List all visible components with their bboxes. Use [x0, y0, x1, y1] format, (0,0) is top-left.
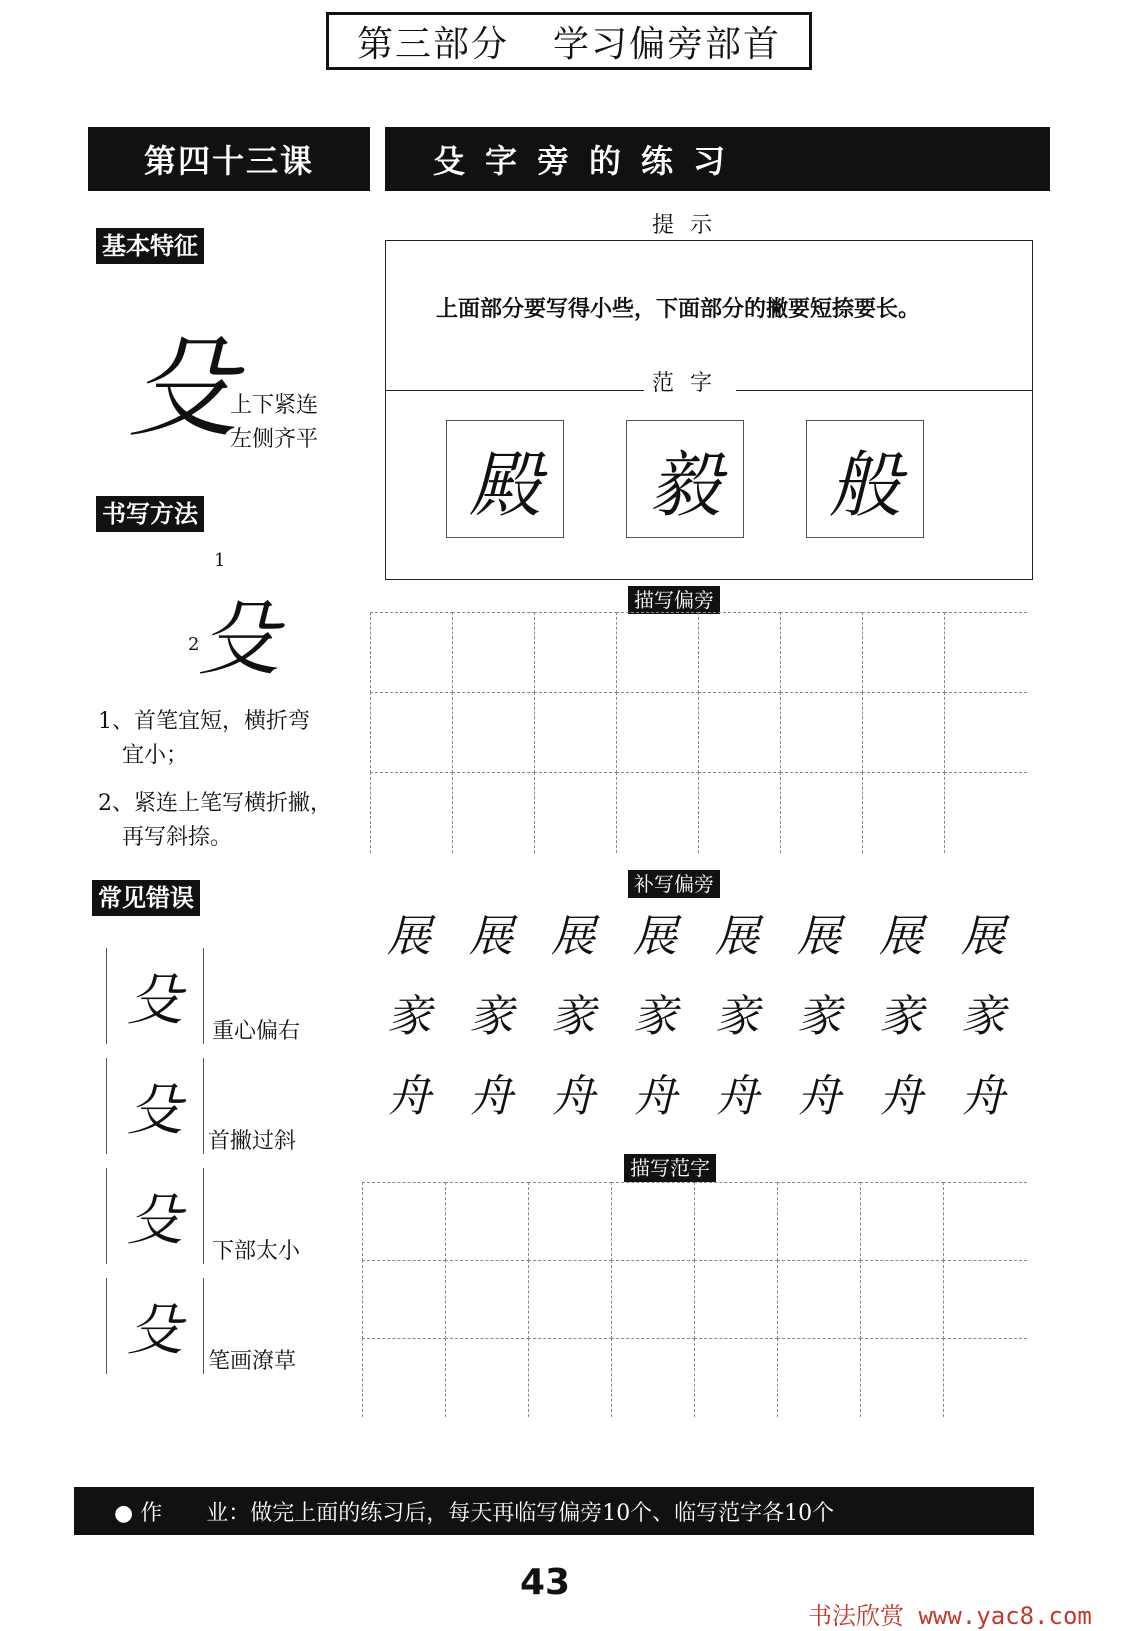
partial-radical-glyph: 展	[633, 911, 677, 962]
partial-radical-glyph: 豙	[633, 991, 677, 1042]
practice-cell	[362, 1182, 446, 1261]
practice-cell	[452, 612, 535, 693]
part-topic: 学习偏旁部首	[553, 23, 782, 65]
partial-radical-glyph: 展	[797, 911, 841, 962]
partial-radical-glyph: 豙	[879, 991, 923, 1042]
practice-cell	[777, 1182, 861, 1261]
method-step-2b: 再写斜捺。	[122, 825, 233, 850]
practice-cell	[528, 1182, 612, 1261]
practice-cell	[370, 692, 453, 773]
practice-cell	[944, 772, 1027, 853]
part-header	[326, 12, 812, 70]
practice-cell	[780, 612, 863, 693]
partial-radical-glyph: 豙	[797, 991, 841, 1042]
practice-cell	[370, 612, 453, 693]
practice-cell	[694, 1260, 778, 1339]
practice-cell	[445, 1260, 529, 1339]
partial-radical-glyph: 舟	[633, 1071, 677, 1122]
basic-features-label: 基本特征	[96, 228, 204, 264]
practice-cell	[611, 1182, 695, 1261]
practice-cell	[862, 692, 945, 773]
practice-cell	[860, 1260, 944, 1339]
error-glyph-2: 殳	[106, 1058, 204, 1154]
method-step-2: 2、紧连上笔写横折撇，	[98, 791, 332, 816]
practice-cell	[362, 1338, 446, 1417]
practice-cell	[943, 1260, 1027, 1339]
practice-cell	[452, 772, 535, 853]
practice-cell	[777, 1260, 861, 1339]
error-glyph-1: 殳	[106, 948, 204, 1044]
writing-method-label: 书写方法	[96, 496, 204, 532]
trace-character-grid	[362, 1182, 1030, 1422]
basic-note-2: 左侧齐平	[230, 427, 319, 452]
partial-radical-glyph: 舟	[797, 1071, 841, 1122]
homework-bar: ● 作 业：做完上面的练习后，每天再临写偏旁10个、临写范字各10个	[74, 1487, 1034, 1535]
practice-cell	[698, 612, 781, 693]
practice-cell	[445, 1338, 529, 1417]
practice-cell	[534, 692, 617, 773]
error-note-1: 重心偏右	[212, 1019, 301, 1044]
partial-radical-glyph: 豙	[715, 991, 759, 1042]
practice-cell	[943, 1182, 1027, 1261]
method-step-1b: 宜小；	[122, 743, 189, 768]
radical-glyph: 殳	[128, 324, 238, 452]
sample-char-3: 般	[806, 420, 924, 538]
partial-radical-glyph: 舟	[715, 1071, 759, 1122]
practice-cell	[611, 1260, 695, 1339]
practice-cell	[528, 1260, 612, 1339]
practice-cell	[616, 612, 699, 693]
complete-radical-grid	[370, 900, 1030, 1140]
practice-cell	[862, 772, 945, 853]
error-glyph-3: 殳	[106, 1168, 204, 1264]
common-errors-label: 常见错误	[92, 880, 200, 916]
practice-cell	[862, 612, 945, 693]
partial-radical-glyph: 舟	[961, 1071, 1005, 1122]
page-number: 43	[520, 1562, 571, 1603]
practice-cell	[611, 1338, 695, 1417]
practice-cell	[370, 772, 453, 853]
trace-character-tag: 描写范字	[624, 1154, 716, 1182]
trace-radical-grid	[370, 612, 1030, 862]
partial-radical-glyph: 展	[551, 911, 595, 962]
stroke-number-1: 1	[214, 550, 226, 571]
part-label: 第三部分	[356, 23, 509, 65]
lesson-number: 第四十三课	[88, 127, 370, 191]
practice-cell	[780, 692, 863, 773]
practice-cell	[944, 612, 1027, 693]
error-note-2: 首撇过斜	[208, 1129, 297, 1154]
sample-char-2: 毅	[626, 420, 744, 538]
practice-cell	[362, 1260, 446, 1339]
partial-radical-glyph: 豙	[961, 991, 1005, 1042]
sample-char-1: 殿	[446, 420, 564, 538]
practice-cell	[528, 1338, 612, 1417]
stroke-number-2: 2	[188, 634, 200, 655]
partial-radical-glyph: 展	[469, 911, 513, 962]
sample-legend: 范字	[644, 366, 736, 397]
practice-cell	[698, 772, 781, 853]
tip-text: 上面部分要写得小些，下面部分的撇要短捺要长。	[436, 296, 921, 322]
trace-radical-tag: 描写偏旁	[628, 586, 720, 614]
practice-cell	[616, 692, 699, 773]
practice-cell	[452, 692, 535, 773]
partial-radical-glyph: 豙	[387, 991, 431, 1042]
practice-cell	[777, 1338, 861, 1417]
practice-cell	[534, 772, 617, 853]
partial-radical-glyph: 豙	[551, 991, 595, 1042]
error-glyph-4: 殳	[106, 1278, 204, 1374]
practice-cell	[445, 1182, 529, 1261]
basic-note-1: 上下紧连	[230, 393, 319, 418]
practice-cell	[534, 612, 617, 693]
partial-radical-glyph: 展	[387, 911, 431, 962]
practice-cell	[860, 1338, 944, 1417]
method-step-1: 1、首笔宜短，横折弯	[98, 709, 310, 734]
partial-radical-glyph: 展	[879, 911, 923, 962]
practice-cell	[780, 772, 863, 853]
partial-radical-glyph: 展	[961, 911, 1005, 962]
practice-cell	[694, 1338, 778, 1417]
complete-radical-tag: 补写偏旁	[628, 870, 720, 898]
practice-cell	[943, 1338, 1027, 1417]
partial-radical-glyph: 舟	[551, 1071, 595, 1122]
site-watermark: 书法欣赏 www.yac8.com	[808, 1602, 1092, 1630]
partial-radical-glyph: 舟	[469, 1071, 513, 1122]
practice-cell	[944, 692, 1027, 773]
practice-cell	[694, 1182, 778, 1261]
error-note-3: 下部太小	[212, 1239, 301, 1264]
method-radical-glyph: 殳	[198, 592, 280, 687]
partial-radical-glyph: 展	[715, 911, 759, 962]
partial-radical-glyph: 舟	[387, 1071, 431, 1122]
practice-cell	[860, 1182, 944, 1261]
partial-radical-glyph: 舟	[879, 1071, 923, 1122]
error-note-4: 笔画潦草	[208, 1349, 297, 1374]
practice-cell	[698, 692, 781, 773]
tip-legend: 提示	[644, 208, 736, 239]
lesson-title: 殳字旁的练习	[385, 127, 1050, 191]
practice-cell	[616, 772, 699, 853]
partial-radical-glyph: 豙	[469, 991, 513, 1042]
